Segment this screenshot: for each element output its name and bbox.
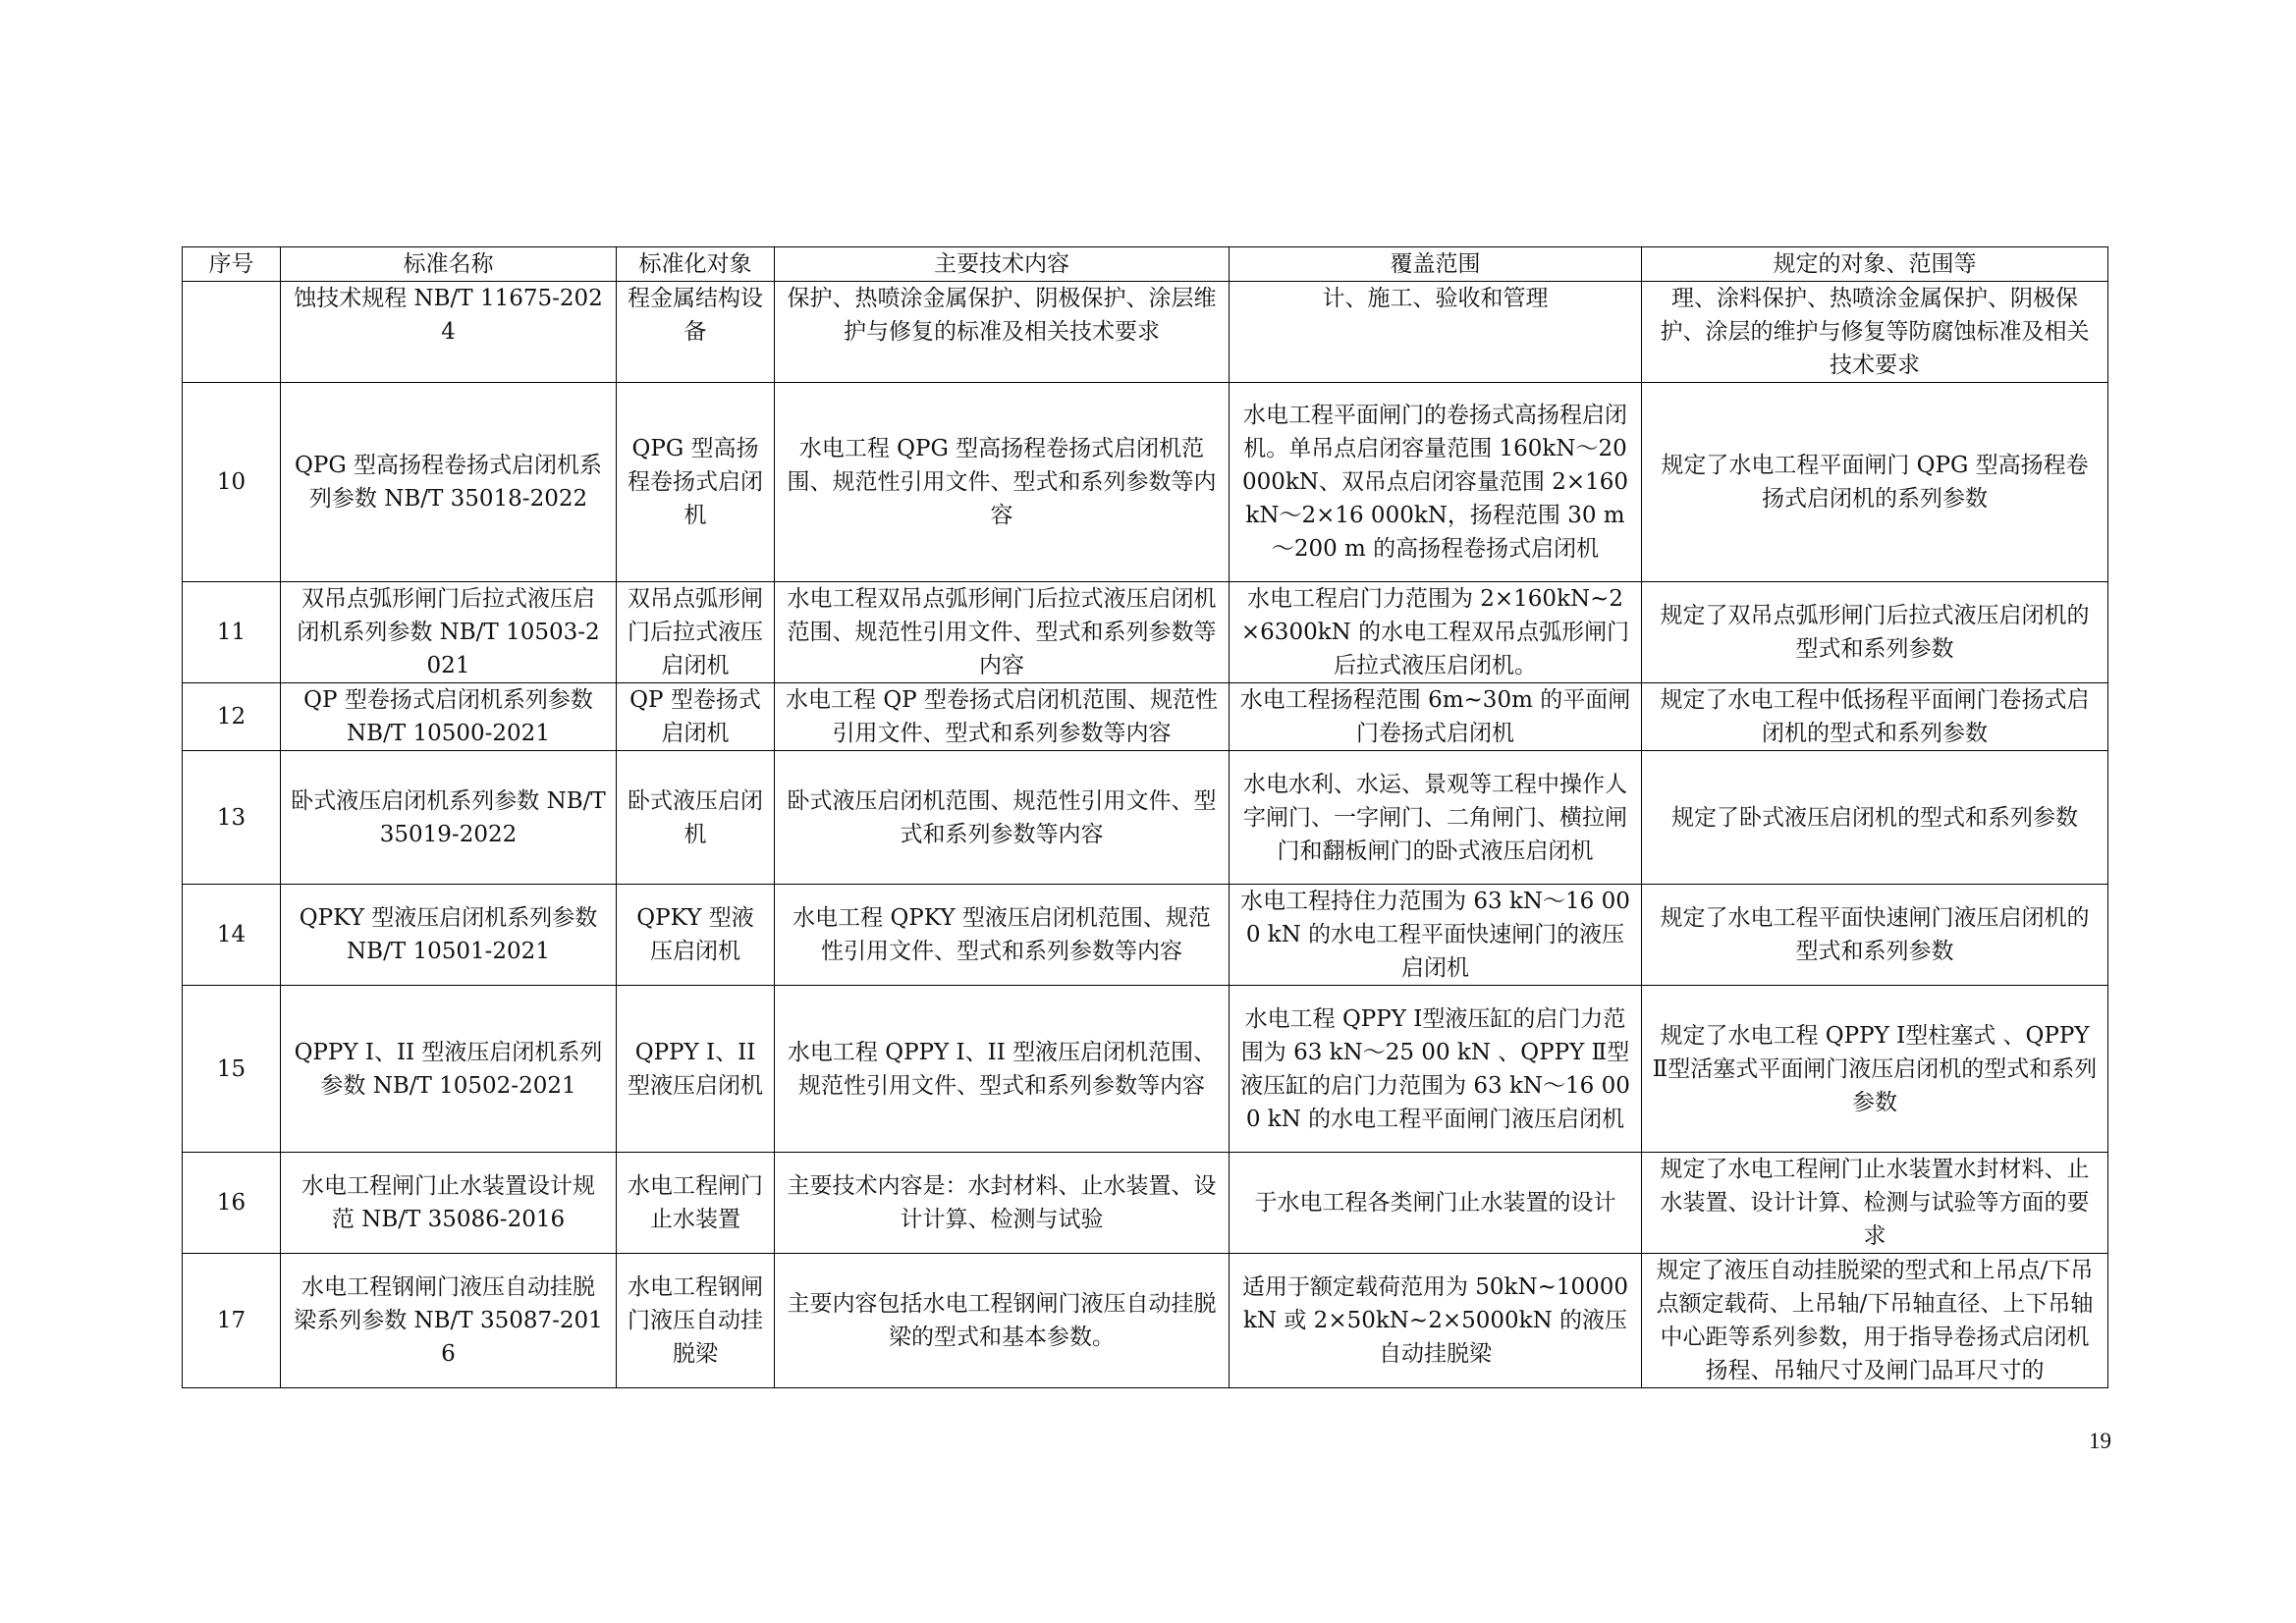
header-standard-name: 标准名称: [281, 247, 617, 282]
cell-coverage-scope: 适用于额定载荷范用为 50kN~10000kN 或 2×50kN~2×5000kN 的液压自动挂脱梁: [1230, 1254, 1642, 1388]
cell-serial-number: [183, 282, 281, 383]
cell-coverage-scope: 于水电工程各类闸门止水装置的设计: [1230, 1153, 1642, 1254]
cell-standardization-object: QPG 型高扬程卷扬式启闭机: [617, 383, 775, 582]
cell-main-technical-content: 水电工程 QPG 型高扬程卷扬式启闭机范围、规范性引用文件、型式和系列参数等内容: [775, 383, 1230, 582]
cell-standard-name: 双吊点弧形闸门后拉式液压启闭机系列参数 NB/T 10503-2021: [281, 582, 617, 683]
cell-main-technical-content: 水电工程 QPPY I、II 型液压启闭机范围、规范性引用文件、型式和系列参数等内容: [775, 986, 1230, 1153]
cell-main-technical-content: 保护、热喷涂金属保护、阴极保护、涂层维护与修复的标准及相关技术要求: [775, 282, 1230, 383]
header-provisions: 规定的对象、范围等: [1642, 247, 2108, 282]
cell-main-technical-content: 卧式液压启闭机范围、规范性引用文件、型式和系列参数等内容: [775, 751, 1230, 885]
cell-serial-number: 14: [183, 885, 281, 986]
header-standardization-object: 标准化对象: [617, 247, 775, 282]
cell-standardization-object: 水电工程闸门止水装置: [617, 1153, 775, 1254]
cell-provisions: 规定了卧式液压启闭机的型式和系列参数: [1642, 751, 2108, 885]
cell-standardization-object: QPPY I、II 型液压启闭机: [617, 986, 775, 1153]
cell-standard-name: QP 型卷扬式启闭机系列参数 NB/T 10500-2021: [281, 683, 617, 751]
cell-serial-number: 13: [183, 751, 281, 885]
cell-main-technical-content: 主要内容包括水电工程钢闸门液压自动挂脱梁的型式和基本参数。: [775, 1254, 1230, 1388]
cell-main-technical-content: 主要技术内容是：水封材料、止水装置、设计计算、检测与试验: [775, 1153, 1230, 1254]
table-row: [183, 885, 2108, 986]
table-row: [183, 582, 2108, 683]
cell-standard-name: 卧式液压启闭机系列参数 NB/T 35019-2022: [281, 751, 617, 885]
cell-serial-number: 12: [183, 683, 281, 751]
cell-serial-number: 10: [183, 383, 281, 582]
cell-serial-number: 17: [183, 1254, 281, 1388]
cell-coverage-scope: 水电水利、水运、景观等工程中操作人字闸门、一字闸门、二角闸门、横拉闸门和翻板闸门的卧式液压启闭机: [1230, 751, 1642, 885]
cell-provisions: 规定了水电工程闸门止水装置水封材料、止水装置、设计计算、检测与试验等方面的要求: [1642, 1153, 2108, 1254]
cell-provisions: 规定了双吊点弧形闸门后拉式液压启闭机的型式和系列参数: [1642, 582, 2108, 683]
table-row: [183, 282, 2108, 383]
cell-coverage-scope: 水电工程启门力范围为 2×160kN~2×6300kN 的水电工程双吊点弧形闸门后拉式液压启闭机。: [1230, 582, 1642, 683]
table-row: [183, 1254, 2108, 1388]
cell-standardization-object: 水电工程钢闸门液压自动挂脱梁: [617, 1254, 775, 1388]
cell-main-technical-content: 水电工程 QP 型卷扬式启闭机范围、规范性引用文件、型式和系列参数等内容: [775, 683, 1230, 751]
table-row: [183, 383, 2108, 582]
cell-serial-number: 16: [183, 1153, 281, 1254]
cell-standardization-object: 双吊点弧形闸门后拉式液压启闭机: [617, 582, 775, 683]
cell-standard-name: QPKY 型液压启闭机系列参数 NB/T 10501-2021: [281, 885, 617, 986]
cell-serial-number: 15: [183, 986, 281, 1153]
cell-coverage-scope: 水电工程持住力范围为 63 kN～16 000 kN 的水电工程平面快速闸门的液压启闭机: [1230, 885, 1642, 986]
table-row: [183, 986, 2108, 1153]
cell-main-technical-content: 水电工程双吊点弧形闸门后拉式液压启闭机范围、规范性引用文件、型式和系列参数等内容: [775, 582, 1230, 683]
page-number: 19: [2089, 1429, 2111, 1453]
cell-serial-number: 11: [183, 582, 281, 683]
cell-standardization-object: 程金属结构设备: [617, 282, 775, 383]
table-row: [183, 1153, 2108, 1254]
cell-main-technical-content: 水电工程 QPKY 型液压启闭机范围、规范性引用文件、型式和系列参数等内容: [775, 885, 1230, 986]
cell-provisions: 规定了水电工程中低扬程平面闸门卷扬式启闭机的型式和系列参数: [1642, 683, 2108, 751]
header-coverage-scope: 覆盖范围: [1230, 247, 1642, 282]
table-row: [183, 683, 2108, 751]
header-main-technical-content: 主要技术内容: [775, 247, 1230, 282]
cell-provisions: 规定了水电工程平面快速闸门液压启闭机的型式和系列参数: [1642, 885, 2108, 986]
cell-standard-name: QPG 型高扬程卷扬式启闭机系列参数 NB/T 35018-2022: [281, 383, 617, 582]
cell-standardization-object: 卧式液压启闭机: [617, 751, 775, 885]
cell-provisions: 规定了水电工程 QPPY Ⅰ型柱塞式 、QPPY Ⅱ型活塞式平面闸门液压启闭机的型式和系列参数: [1642, 986, 2108, 1153]
cell-standard-name: 蚀技术规程 NB/T 11675-2024: [281, 282, 617, 383]
cell-provisions: 规定了水电工程平面闸门 QPG 型高扬程卷扬式启闭机的系列参数: [1642, 383, 2108, 582]
header-serial-number: 序号: [183, 247, 281, 282]
table-header-row: [183, 247, 2108, 282]
cell-standard-name: QPPY I、II 型液压启闭机系列参数 NB/T 10502-2021: [281, 986, 617, 1153]
cell-coverage-scope: 水电工程扬程范围 6m~30m 的平面闸门卷扬式启闭机: [1230, 683, 1642, 751]
cell-standardization-object: QP 型卷扬式启闭机: [617, 683, 775, 751]
cell-standard-name: 水电工程闸门止水装置设计规范 NB/T 35086-2016: [281, 1153, 617, 1254]
cell-standard-name: 水电工程钢闸门液压自动挂脱梁系列参数 NB/T 35087-2016: [281, 1254, 617, 1388]
table-row: [183, 751, 2108, 885]
cell-standardization-object: QPKY 型液压启闭机: [617, 885, 775, 986]
cell-coverage-scope: 水电工程 QPPY Ⅰ型液压缸的启门力范围为 63 kN～25 00 kN 、QPPY Ⅱ型液压缸的启门力范围为 63 kN～16 000 kN 的水电工程平面闸门液压启闭机: [1230, 986, 1642, 1153]
cell-coverage-scope: 计、施工、验收和管理: [1230, 282, 1642, 383]
standards-table: [182, 246, 2108, 1388]
cell-provisions: 理、涂料保护、热喷涂金属保护、阴极保护、涂层的维护与修复等防腐蚀标准及相关技术要求: [1642, 282, 2108, 383]
cell-provisions: 规定了液压自动挂脱梁的型式和上吊点/下吊点额定载荷、上吊轴/下吊轴直径、上下吊轴中心距等系列参数，用于指导卷扬式启闭机扬程、吊轴尺寸及闸门品耳尺寸的: [1642, 1254, 2108, 1388]
cell-coverage-scope: 水电工程平面闸门的卷扬式高扬程启闭机。单吊点启闭容量范围 160kN～20 000kN、双吊点启闭容量范围 2×160kN～2×16 000kN，扬程范围 30 m～200 m 的高扬程卷扬式启闭机: [1230, 383, 1642, 582]
